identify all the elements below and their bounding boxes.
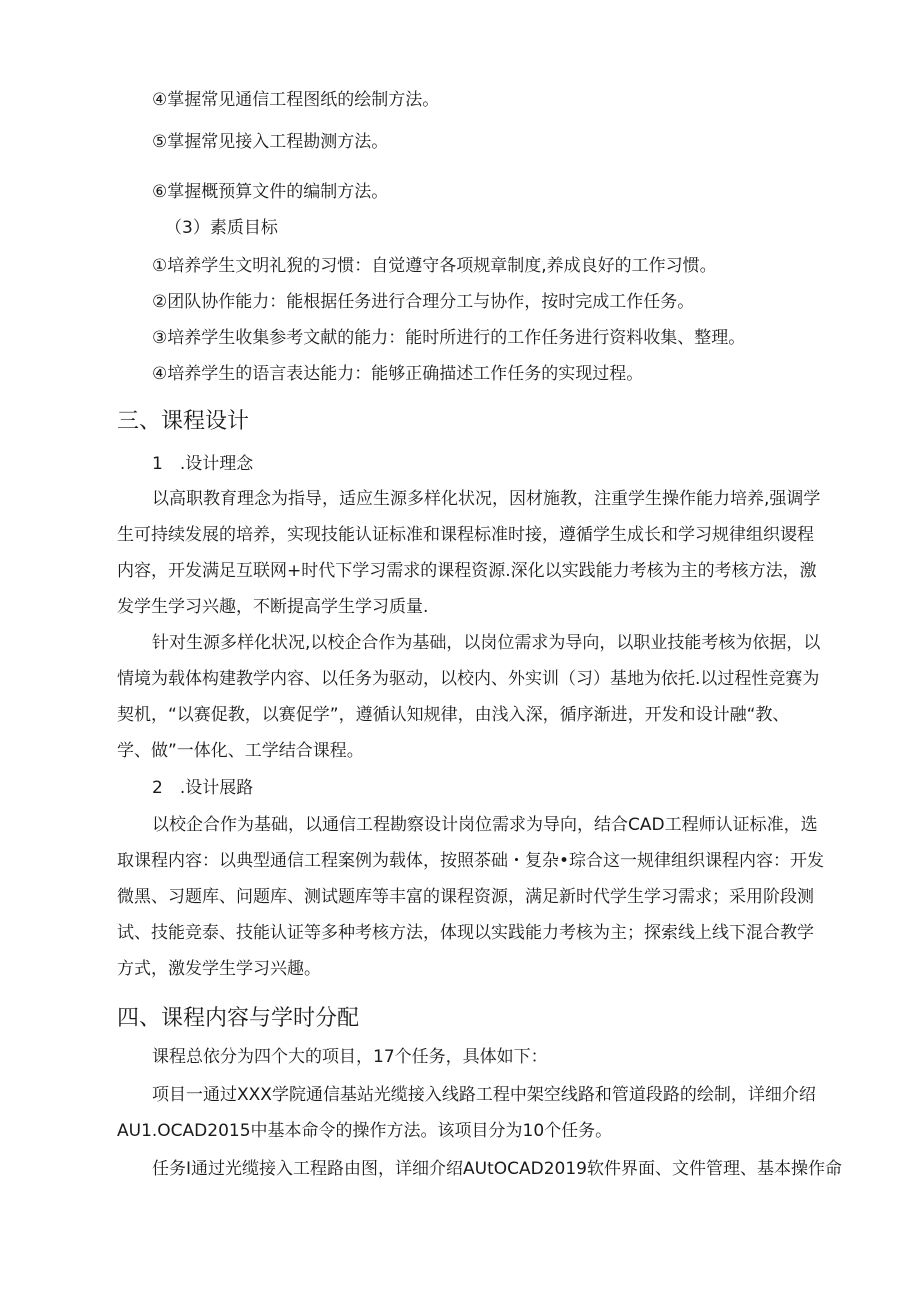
paragraph-line: 试、技能竞泰、技能认证等多种考核方法，体现以实践能力考核为主；探索线上线下混合教学 bbox=[117, 923, 814, 943]
paragraph-line: 契机，“以赛促教，以赛促学”，遵循认知规律，由浅入深，循序渐进，开发和设计融“教、 bbox=[117, 705, 790, 725]
paragraph-line: 以校企合作为基础，以通信工程勘察设计岗位需求为导向，结合CAD工程师认证标准，选 bbox=[152, 815, 818, 835]
paragraph-line: AU1.OCAD2015中基本命令的操作方法。该项目分为10个任务。 bbox=[117, 1121, 613, 1141]
paragraph-line: 方式，激发学生学习兴趣。 bbox=[117, 959, 321, 979]
subsection-title: 2 .设计展路 bbox=[152, 778, 254, 798]
paragraph-line: 取课程内容：以典型通信工程案例为载体，按照茶础・复杂•琮合这一规律组织课程内容：开发 bbox=[117, 851, 825, 871]
paragraph-line: 以高职教育理念为指导，适应生源多样化状况，因材施教，注重学生操作能力培养,强调学 bbox=[152, 489, 821, 509]
paragraph-line: 情境为载体构建教学内容、以任务为驱动，以校内、外实训（习）基地为依托.以过程性竞赛为 bbox=[117, 669, 820, 689]
paragraph-line: 课程总依分为四个大的项目，17个任务，具体如下： bbox=[152, 1047, 548, 1067]
paragraph-line: 内容，开发满足互联网+时代下学习需求的课程资源.深化以实践能力考核为主的考核方法，激 bbox=[117, 561, 817, 581]
quality-item: ③培养学生收集参考文献的能力：能时所进行的工作任务进行资料收集、整理。 bbox=[152, 328, 746, 348]
paragraph-line: 项目一通过XXX学院通信基站光缆接入线路工程中架空线路和管道段路的绘制，详细介绍 bbox=[152, 1085, 816, 1105]
section-heading: 四、课程内容与学时分配 bbox=[117, 1006, 360, 1031]
quality-item: ①培养学生文明礼猊的习惯：自觉遵守各项规章制度,养成良好的工作习惯。 bbox=[152, 256, 717, 276]
subsection-label: （3）素质目标 bbox=[165, 218, 278, 238]
paragraph-line: 微黑、习题库、问题库、测试题库等丰富的课程资源，满足新时代学生学习需求；采用阶段测 bbox=[117, 887, 814, 907]
quality-item: ②团队协作能力：能根据任务进行合理分工与协作，按时完成工作任务。 bbox=[152, 292, 695, 312]
quality-item: ④培养学生的语言表达能力：能够正确描述工作任务的实现过程。 bbox=[152, 364, 644, 384]
paragraph-line: 针对生源多样化状况,以校企合作为基础，以岗位需求为导向，以职业技能考核为依据，以 bbox=[152, 633, 821, 653]
subsection-title: 1 .设计理念 bbox=[152, 454, 254, 474]
objective-item: ⑤掌握常见接入工程勘测方法。 bbox=[152, 132, 389, 152]
objective-item: ⑥掌握概预算文件的编制方法。 bbox=[152, 182, 389, 202]
paragraph-line: 发学生学习兴趣，不断提高学生学习质量. bbox=[117, 597, 429, 617]
objective-item: ④掌握常见通信工程图纸的绘制方法。 bbox=[152, 90, 440, 110]
paragraph-line: 学、做”一体化、工学结合课程。 bbox=[117, 741, 364, 761]
section-heading: 三、课程设计 bbox=[117, 409, 250, 434]
paragraph-line: 生可持续发展的培养，实现技能认证标准和课程标准时接，遵循学生成长和学习规律组织谡程 bbox=[117, 525, 814, 545]
paragraph-line: 任务I通过光缆接入工程路由图，详细介绍AUtOCAD2019软件界面、文件管理、基本操作命 bbox=[152, 1159, 842, 1179]
